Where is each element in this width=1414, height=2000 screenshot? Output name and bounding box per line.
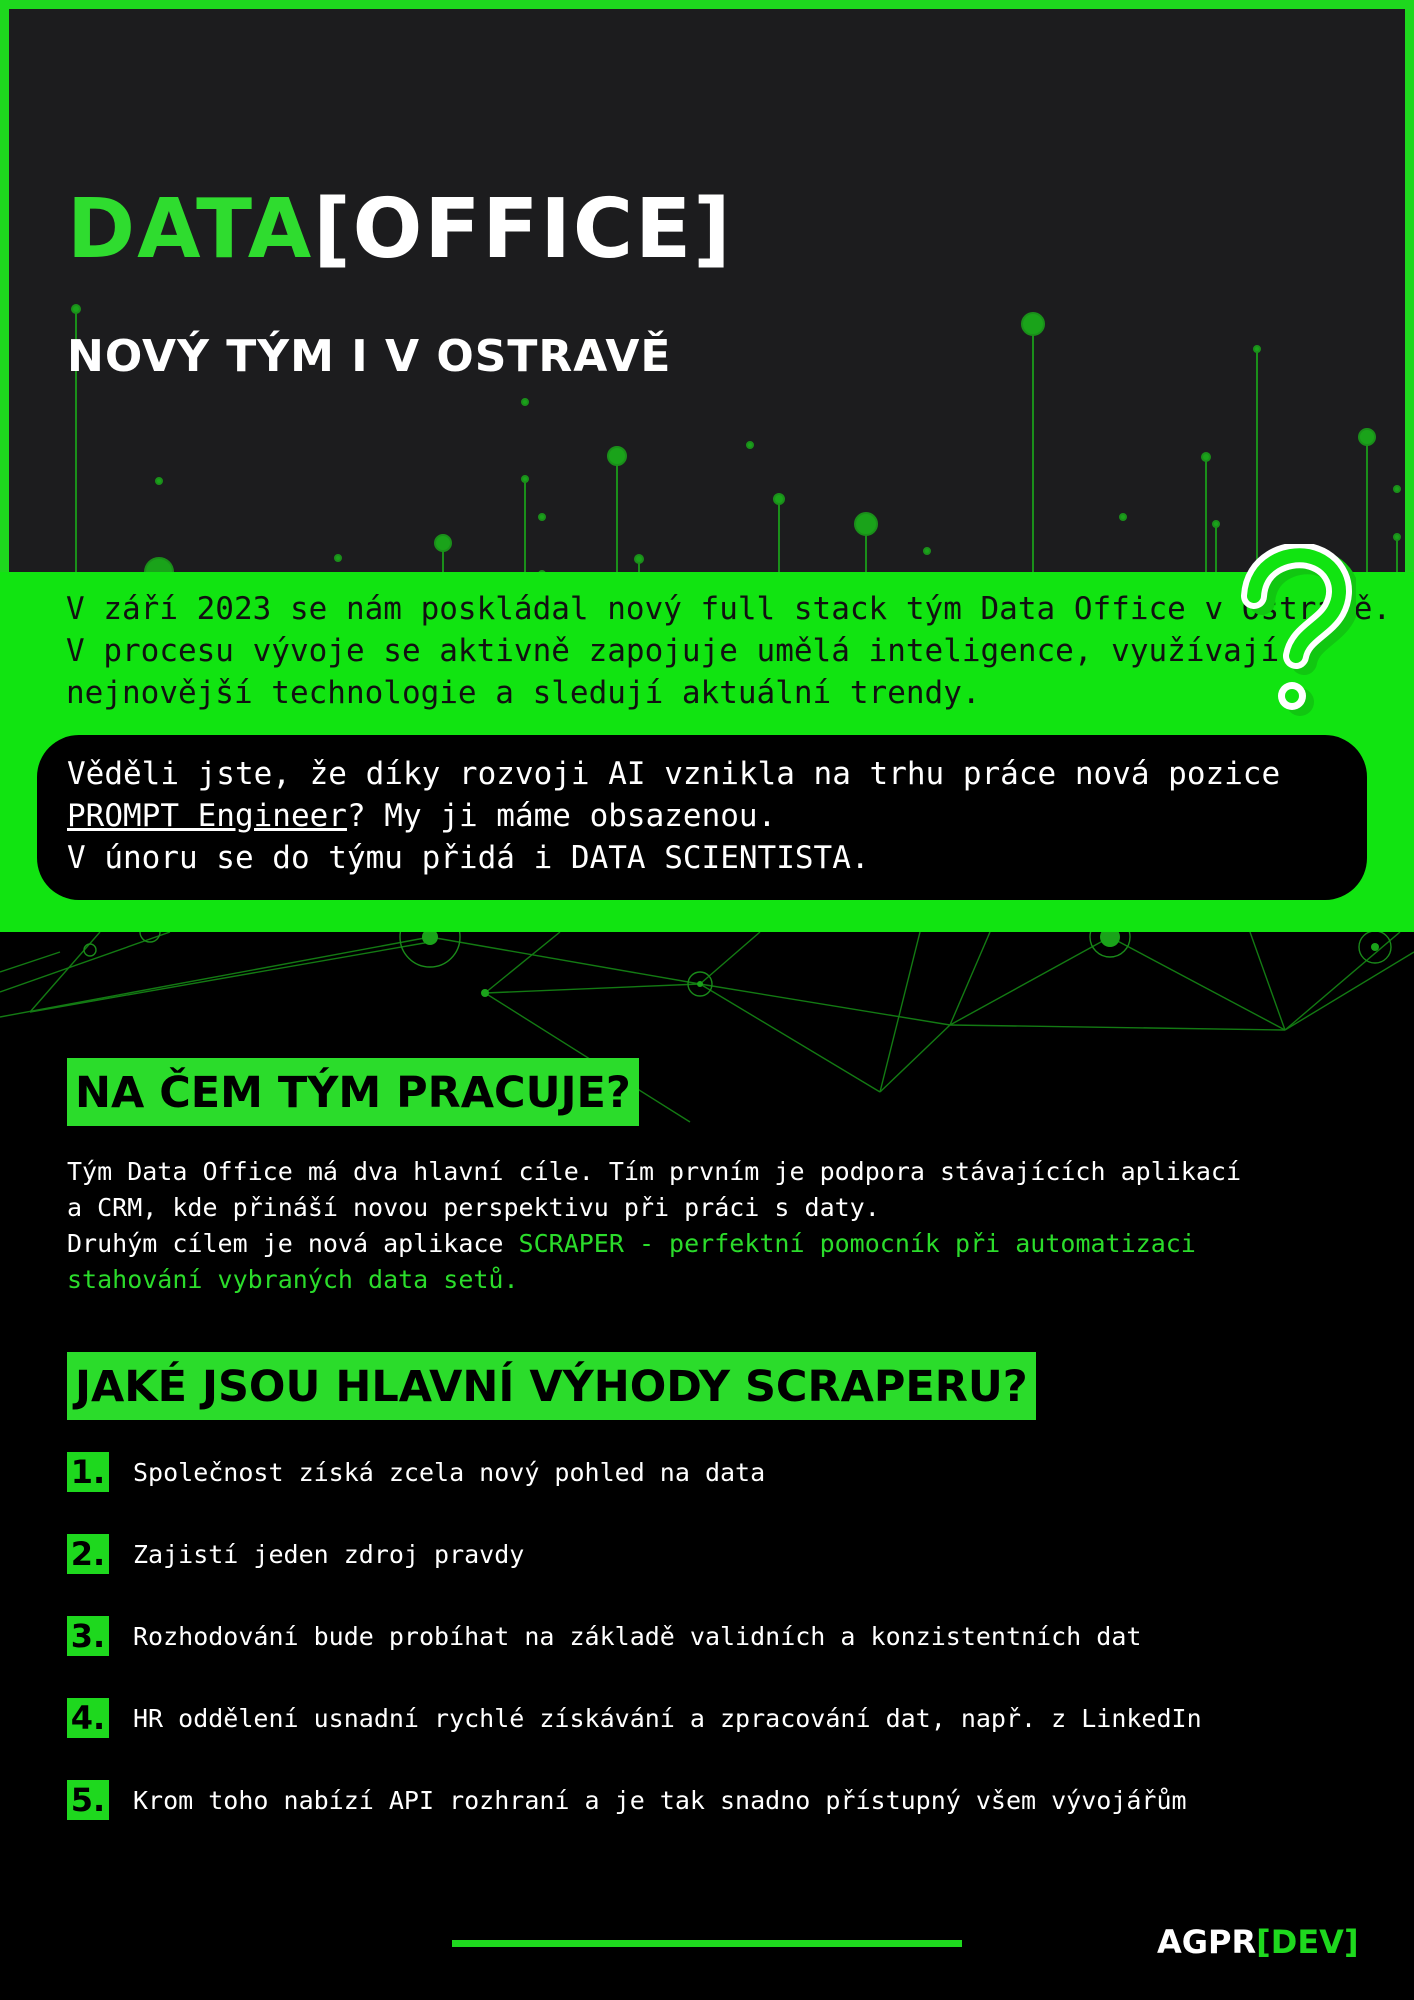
- logo-agpr: AGPR: [1157, 1923, 1257, 1961]
- callout-line: V únoru se do týmu přidá i DATA SCIENTISTA.: [67, 840, 870, 876]
- list-item: [67, 1780, 1387, 1862]
- work-text-line: Tým Data Office má dva hlavní cíle. Tím prvním je podpora stávajících aplikací: [67, 1157, 1241, 1186]
- page-title: [67, 182, 733, 277]
- work-text-lead: Druhým cílem je nová aplikace: [67, 1229, 519, 1258]
- list-number: 2.: [67, 1534, 109, 1574]
- logo-dev: [DEV]: [1256, 1923, 1359, 1961]
- callout-box: [37, 735, 1367, 900]
- scraper-highlight-cont: stahování vybraných data setů.: [67, 1265, 519, 1294]
- section-heading-benefits: JAKÉ JSOU HLAVNÍ VÝHODY SCRAPERU?: [67, 1352, 1036, 1420]
- list-number: 1.: [67, 1452, 109, 1492]
- list-number: 4.: [67, 1698, 109, 1738]
- page-subtitle: NOVÝ TÝM I V OSTRAVĚ: [67, 331, 672, 382]
- prompt-engineer-link[interactable]: PROMPT Engineer: [67, 798, 347, 834]
- question-mark-icon: [1226, 544, 1356, 724]
- title-office: [OFFICE]: [313, 182, 733, 277]
- intro-line: V září 2023 se nám poskládal nový full stack tým Data Office v Ostravě.: [66, 591, 1392, 627]
- benefits-list: [67, 1452, 1387, 1862]
- callout-text: [67, 753, 1280, 879]
- list-item: [67, 1452, 1387, 1534]
- hero-dots-decoration: [9, 9, 1414, 572]
- intro-band: [0, 572, 1414, 932]
- list-item: [67, 1616, 1387, 1698]
- work-text-line: [67, 1226, 1367, 1262]
- title-data: DATA: [67, 182, 314, 277]
- section-heading-work: NA ČEM TÝM PRACUJE?: [67, 1058, 639, 1126]
- list-text: Zajistí jeden zdroj pravdy: [133, 1540, 525, 1569]
- list-number: 5.: [67, 1780, 109, 1820]
- agpr-dev-logo: [1157, 1923, 1359, 1961]
- intro-paragraph: [66, 588, 1406, 714]
- work-text-line: a CRM, kde přináší novou perspektivu při práci s daty.: [67, 1193, 880, 1222]
- callout-line: Věděli jste, že díky rozvoji AI vznikla na trhu práce nová pozice: [67, 756, 1281, 792]
- list-item: [67, 1698, 1387, 1780]
- list-text: Rozhodování bude probíhat na základě validních a konzistentních dat: [133, 1622, 1142, 1651]
- list-number: 3.: [67, 1616, 109, 1656]
- footer-divider: [452, 1940, 962, 1947]
- list-item: [67, 1534, 1387, 1616]
- hero-section: [0, 0, 1414, 572]
- list-text: Společnost získá zcela nový pohled na data: [133, 1458, 766, 1487]
- intro-line: V procesu vývoje se aktivně zapojuje umělá inteligence, využívají: [66, 633, 1280, 669]
- list-text: Krom toho nabízí API rozhraní a je tak snadno přístupný všem vývojářům: [133, 1786, 1187, 1815]
- callout-line-rest: ? My ji máme obsazenou.: [346, 798, 777, 834]
- callout-line: [67, 795, 1280, 837]
- section-work-text: [67, 1154, 1367, 1298]
- list-text: HR oddělení usnadní rychlé získávání a zpracování dat, např. z LinkedIn: [133, 1704, 1202, 1733]
- scraper-highlight: SCRAPER - perfektní pomocník při automatizaci: [518, 1229, 1196, 1258]
- intro-line: nejnovější technologie a sledují aktuální trendy.: [66, 675, 981, 711]
